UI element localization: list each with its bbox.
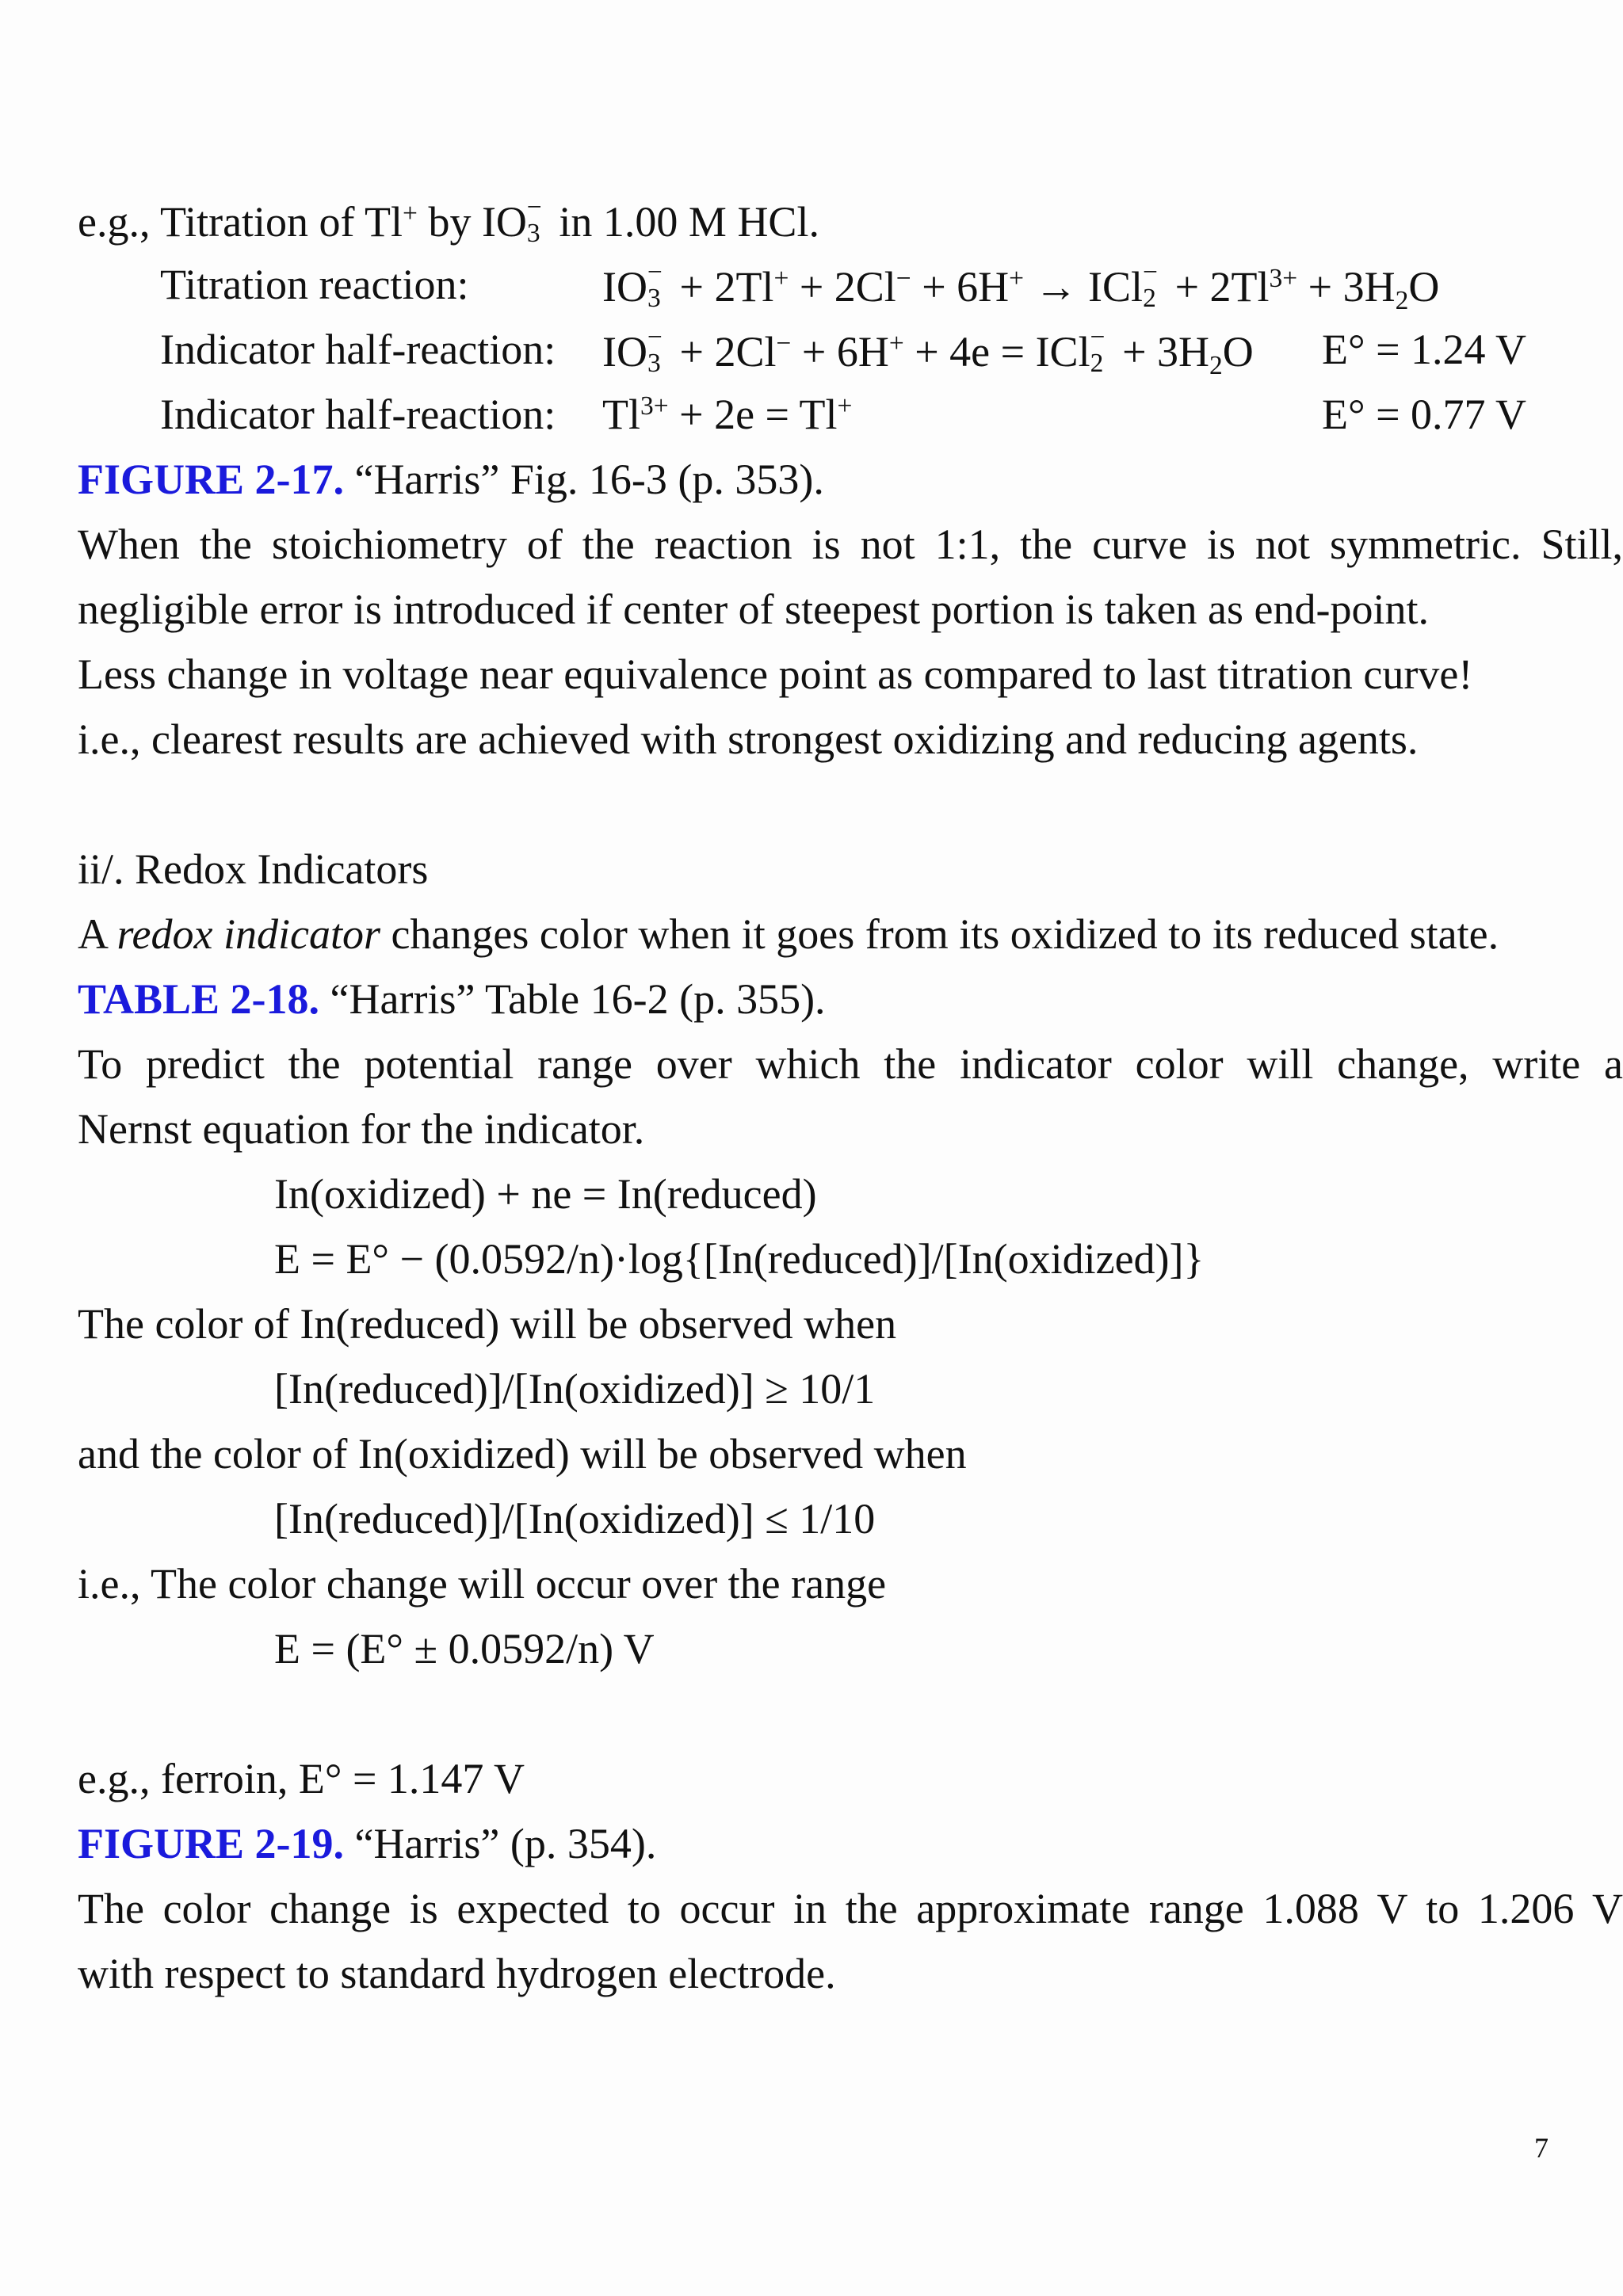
page-number: 7 [1534, 2132, 1549, 2164]
section-heading: ii/. Redox Indicators [78, 845, 429, 893]
text-reduced: The color of In(reduced) will be observed when [78, 1300, 897, 1348]
titration-reaction-equation: IO − 3 + 2Tl+ + 2Cl− + 6H+ → ICl − 2 + $2Tl^{3+} + 3H_2O$ [602, 257, 1440, 316]
half-reaction-equation-2: $Tl^{3+} + 2e = Tl^+$ [602, 391, 853, 438]
para2-line-2: Nernst equation for the indicator. [78, 1105, 645, 1153]
redox-definition: A redox indicator changes color when it goes from its oxidized to its reduced state. [78, 910, 1499, 958]
equation-2: E = E° − (0.0592/n)·log{[In(reduced)]/[In(oxidized)]} [274, 1235, 1205, 1283]
para2-line-1: To predict the potential range over which the indicator color will change, write a [78, 1040, 1623, 1088]
figure-2-19-label[interactable]: FIGURE 2-19. [78, 1820, 344, 1867]
para3-line-1: The color change is expected to occur in the approximate range 1.088 V to 1.206 V [78, 1885, 1623, 1932]
titration-reaction-label: Titration reaction: [160, 261, 469, 308]
half-reaction-label-2: Indicator half-reaction: [160, 391, 556, 438]
half-reaction-potential-1: E° = 1.24 V [1322, 326, 1527, 373]
figure-2-17-caption: FIGURE 2-17. “Harris” Fig. 16-3 (p. 353). [78, 456, 824, 503]
half-reaction-equation-1: IO − 3 + 2Cl− + 6H+ + 4e = ICl − 2 + $3H_2O$ [602, 322, 1254, 381]
half-reaction-potential-2: E° = 0.77 V [1322, 391, 1527, 438]
equation-5: E = (E° ± 0.0592/n) V [274, 1625, 655, 1672]
ferroin-example: e.g., ferroin, E° = 1.147 V [78, 1755, 525, 1802]
text-oxidized: and the color of In(oxidized) will be observed when [78, 1430, 967, 1478]
equation-1: In(oxidized) + ne = In(reduced) [274, 1170, 817, 1218]
intro-line: e.g., Titration of Tl+ by IO − 3 in 1.00 M HCl. [78, 192, 819, 249]
equation-3: [In(reduced)]/[In(oxidized)] ≥ 10/1 [274, 1365, 876, 1413]
para1-line-1: When the stoichiometry of the reaction is not 1:1, the curve is not symmetric. Still, [78, 521, 1623, 568]
figure-2-17-label[interactable]: FIGURE 2-17. [78, 456, 344, 503]
para3-line-2: with respect to standard hydrogen electrode. [78, 1950, 836, 1997]
table-2-18-caption: TABLE 2-18. “Harris” Table 16-2 (p. 355). [78, 975, 826, 1023]
text-range: i.e., The color change will occur over the range [78, 1560, 887, 1608]
para1-line-2: negligible error is introduced if center of steepest portion is taken as end-point. [78, 585, 1429, 633]
para1-line-3: Less change in voltage near equivalence point as compared to last titration curve! [78, 650, 1473, 698]
para1-line-4: i.e., clearest results are achieved with strongest oxidizing and reducing agents. [78, 715, 1419, 763]
equation-4: [In(reduced)]/[In(oxidized)] ≤ 1/10 [274, 1495, 876, 1543]
table-2-18-label[interactable]: TABLE 2-18. [78, 975, 320, 1023]
half-reaction-label-1: Indicator half-reaction: [160, 326, 556, 373]
figure-2-19-caption: FIGURE 2-19. “Harris” (p. 354). [78, 1820, 657, 1867]
